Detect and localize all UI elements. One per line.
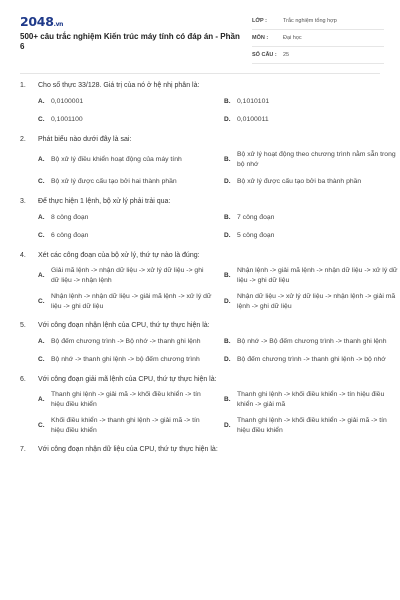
answer-option[interactable] xyxy=(38,354,212,366)
question-item xyxy=(20,444,380,455)
answer-option[interactable] xyxy=(38,114,212,126)
question-item xyxy=(20,250,398,312)
document-header xyxy=(0,0,400,70)
option-text: Thanh ghi lệnh -> giải mã -> khối điều khiển -> tín hiệu điều khiển xyxy=(51,391,201,408)
answer-option[interactable] xyxy=(38,176,212,188)
answer-option[interactable] xyxy=(38,292,212,312)
question-text: Với công đoạn nhận dữ liệu của CPU, thứ tự thực hiện là: xyxy=(38,446,218,453)
option-letter: A. xyxy=(38,338,45,345)
option-letter: C. xyxy=(38,232,45,239)
option-letter: C. xyxy=(38,298,45,305)
site-logo[interactable] xyxy=(20,14,63,29)
answer-option[interactable] xyxy=(38,336,212,348)
question-item xyxy=(20,374,387,436)
question-text: Cho số thực 33/128. Giá trị của nó ở hệ nhị phân là: xyxy=(38,82,200,89)
answer-option[interactable] xyxy=(224,212,398,224)
question-number: 4. xyxy=(20,252,26,259)
option-letter: A. xyxy=(38,214,45,221)
option-text: Thanh ghi lệnh -> khối điều khiển -> giải mã -> tín hiệu điều khiển xyxy=(237,417,387,434)
meta-row-class xyxy=(252,13,384,30)
answer-options xyxy=(20,336,387,366)
option-text: Bộ nhớ -> Bộ đếm chương trình -> thanh ghi lệnh xyxy=(237,338,387,345)
option-text: Bộ đếm chương trình -> Bộ nhớ -> thanh ghi lệnh xyxy=(51,338,201,345)
question-header xyxy=(20,444,380,455)
question-number: 6. xyxy=(20,376,26,383)
question-item xyxy=(20,80,380,126)
question-header xyxy=(20,134,380,145)
answer-option[interactable] xyxy=(38,266,212,286)
option-letter: A. xyxy=(38,272,45,279)
answer-option[interactable] xyxy=(224,390,398,410)
question-list xyxy=(20,80,398,463)
question-header xyxy=(20,80,380,91)
option-letter: B. xyxy=(224,338,231,345)
option-text: 7 công đoạn xyxy=(237,214,275,221)
answer-option[interactable] xyxy=(224,416,398,436)
option-text: 0,1001100 xyxy=(51,116,83,123)
option-text: Bộ xử lý điều khiển hoạt động của máy tính xyxy=(51,156,182,163)
question-header xyxy=(20,250,380,261)
option-text: Bộ xử lý hoạt động theo chương trình nằm sẵn trong bộ nhớ xyxy=(237,151,396,168)
option-text: 6 công đoạn xyxy=(51,232,89,239)
option-text: Khối điều khiển -> thanh ghi lệnh -> giải mã -> tín hiệu điều khiển xyxy=(51,417,200,434)
answer-options xyxy=(20,96,380,126)
option-letter: D. xyxy=(224,422,231,429)
option-letter: C. xyxy=(38,178,45,185)
answer-option[interactable] xyxy=(38,416,212,436)
question-item xyxy=(20,196,380,242)
option-text: Nhận lệnh -> giải mã lệnh -> nhận dữ liệu -> xử lý dữ liệu -> ghi dữ liệu xyxy=(237,267,398,284)
answer-option[interactable] xyxy=(224,292,398,312)
meta-key: SỐ CÂU : xyxy=(252,52,277,58)
option-letter: B. xyxy=(224,214,231,221)
option-text: Giải mã lệnh -> nhận dữ liệu -> xử lý dữ liệu -> ghi dữ liệu -> nhận lệnh xyxy=(51,267,204,284)
option-text: 8 công đoạn xyxy=(51,214,89,221)
option-text: 0,0100011 xyxy=(237,116,269,123)
question-text: Xét các công đoạn của bộ xử lý, thứ tự nào là đúng: xyxy=(38,252,200,259)
option-text: Thanh ghi lệnh -> khối điều khiển -> tín hiệu điều khiển -> giải mã xyxy=(237,391,385,408)
answer-option[interactable] xyxy=(38,96,212,108)
option-text: Bộ xử lý được cấu tạo bởi ba thành phần xyxy=(237,178,362,185)
question-text: Với công đoạn nhận lệnh của CPU, thứ tự thực hiện là: xyxy=(38,322,210,329)
answer-option[interactable] xyxy=(224,96,398,108)
question-number: 1. xyxy=(20,82,26,89)
logo-tld: .vn xyxy=(53,21,64,28)
option-letter: C. xyxy=(38,422,45,429)
option-letter: B. xyxy=(224,396,231,403)
meta-value: Trắc nghiệm tổng hợp xyxy=(283,18,337,24)
question-text: Để thực hiện 1 lệnh, bộ xử lý phải trải qua: xyxy=(38,198,171,205)
meta-key: MÔN : xyxy=(252,35,269,41)
answer-option[interactable] xyxy=(224,230,398,242)
option-text: 0,0100001 xyxy=(51,98,84,105)
option-letter: D. xyxy=(224,356,231,363)
answer-option[interactable] xyxy=(224,114,398,126)
answer-options xyxy=(20,150,396,188)
document-title: 500+ câu trắc nghiệm Kiến trúc máy tính có đáp án - Phần 6 xyxy=(20,32,240,51)
question-text: Phát biểu nào dưới đây là sai: xyxy=(38,136,132,143)
meta-row-subject xyxy=(252,30,384,47)
option-text: Bộ đếm chương trình -> thanh ghi lệnh -> bộ nhớ xyxy=(237,356,386,363)
question-item xyxy=(20,134,396,188)
meta-value: 25 xyxy=(283,52,290,58)
option-letter: B. xyxy=(224,98,231,105)
answer-option[interactable] xyxy=(224,176,398,188)
option-letter: D. xyxy=(224,116,231,123)
question-item xyxy=(20,320,387,366)
option-letter: A. xyxy=(38,98,45,105)
option-text: Nhận lệnh -> nhận dữ liệu -> giải mã lệnh -> xử lý dữ liệu -> ghi dữ liệu xyxy=(51,293,212,310)
answer-option[interactable] xyxy=(224,336,398,348)
option-letter: B. xyxy=(224,156,231,163)
option-letter: D. xyxy=(224,298,231,305)
answer-options xyxy=(20,390,387,436)
question-text: Với công đoạn giải mã lệnh của CPU, thứ tự thực hiện là: xyxy=(38,376,217,383)
question-header xyxy=(20,196,380,207)
answer-option[interactable] xyxy=(224,150,398,170)
answer-option[interactable] xyxy=(38,150,212,170)
answer-option[interactable] xyxy=(38,230,212,242)
option-letter: D. xyxy=(224,178,231,185)
option-letter: C. xyxy=(38,356,45,363)
question-header xyxy=(20,374,380,385)
question-number: 5. xyxy=(20,322,26,329)
answer-options xyxy=(20,266,398,312)
answer-option[interactable] xyxy=(38,212,212,224)
question-number: 7. xyxy=(20,446,26,453)
option-text: Nhận dữ liệu -> xử lý dữ liệu -> nhận lệnh -> giải mã lệnh -> ghi dữ liệu xyxy=(237,293,396,310)
answer-option[interactable] xyxy=(38,390,212,410)
meta-key: LỚP : xyxy=(252,18,267,24)
answer-option[interactable] xyxy=(224,266,398,286)
option-text: 5 công đoạn xyxy=(237,232,275,239)
answer-options xyxy=(20,212,380,242)
question-number: 3. xyxy=(20,198,26,205)
meta-row-count xyxy=(252,47,384,64)
option-letter: C. xyxy=(38,116,45,123)
option-letter: A. xyxy=(38,156,45,163)
option-letter: D. xyxy=(224,232,231,239)
option-letter: A. xyxy=(38,396,45,403)
option-text: Bộ nhớ -> thanh ghi lệnh -> bộ đếm chương trình xyxy=(51,356,200,363)
question-number: 2. xyxy=(20,136,26,143)
option-letter: B. xyxy=(224,272,231,279)
option-text: 0,1010101 xyxy=(237,98,270,105)
document-meta xyxy=(252,13,384,64)
logo-name: 2048 xyxy=(20,14,54,29)
question-header xyxy=(20,320,380,331)
answer-option[interactable] xyxy=(224,354,398,366)
header-divider xyxy=(20,73,380,74)
meta-value: Đại học xyxy=(283,35,302,41)
option-text: Bộ xử lý được cấu tạo bởi hai thành phần xyxy=(51,178,177,185)
